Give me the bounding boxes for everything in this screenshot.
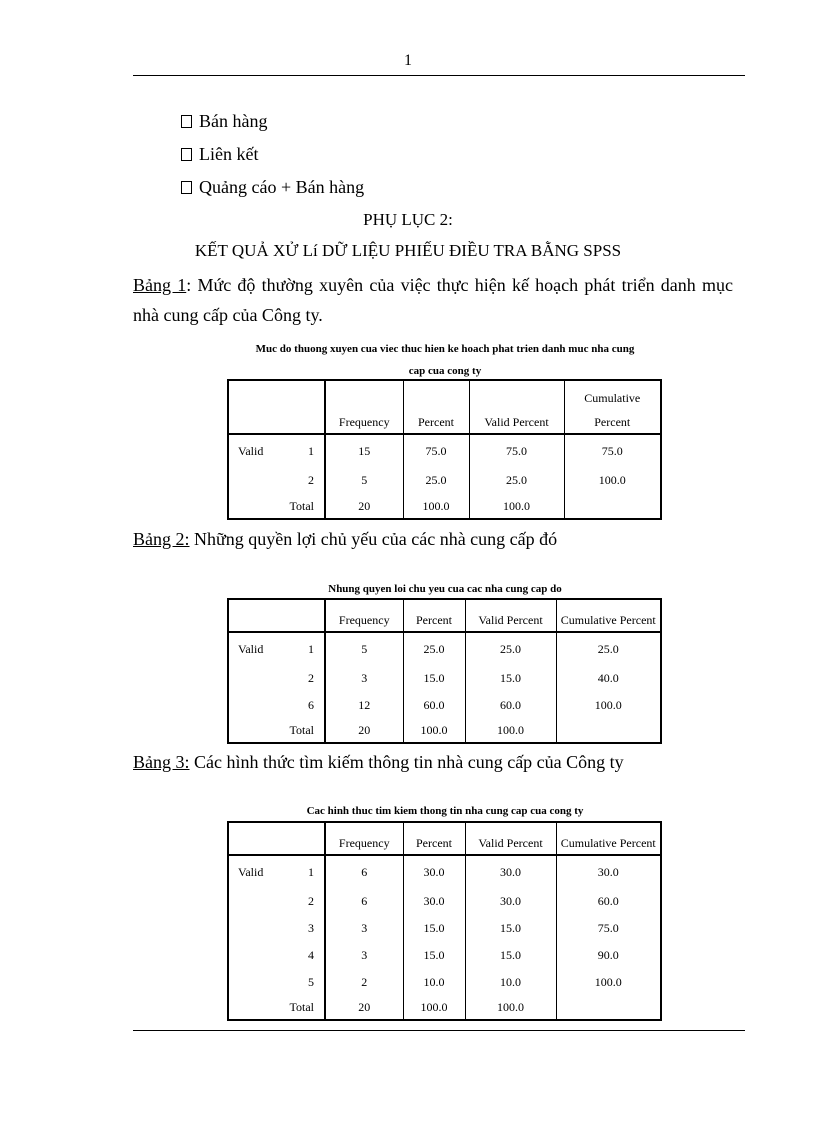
row-group-label: Valid [238,443,264,458]
table-header-row [228,822,661,855]
table-caption-2 [133,529,557,550]
table-row: 5 2 10.0 10.0 100.0 [228,969,661,996]
row-group-label: Valid [238,641,264,656]
bullet-item [181,176,364,198]
appendix-subtitle: KẾT QUẢ XỬ Lí DỮ LIỆU PHIẾU ĐIỀU TRA BẰNG SPSS [194,241,622,260]
col-header-cumulative-percent: Cumulative Percent [556,822,661,855]
bullet-text: Liên kết [199,144,259,164]
table-label: Bảng 1 [133,275,187,295]
table-header-row [228,599,661,632]
table-title-1-line1: Muc do thuong xuyen cua viec thuc hien ke hoach phat trien danh muc nha cung [255,343,635,355]
bullet-item [181,110,267,132]
col-header-frequency: Frequency [325,822,403,855]
col-header-percent: Percent [403,380,469,434]
header-rule [133,75,745,76]
col-header-percent: Percent [403,599,465,632]
bullet-item [181,143,258,165]
table-row: 2 6 30.0 30.0 60.0 [228,888,661,915]
col-header-cumulative-percent: Cumulative Percent [556,599,661,632]
table-row: 4 3 15.0 15.0 90.0 [228,942,661,969]
frequency-table-2 [227,598,662,744]
footer-rule [133,1030,745,1031]
table-row: Valid 1 15 75.0 75.0 75.0 [228,434,661,467]
table-row: 6 12 60.0 60.0 100.0 [228,692,661,719]
checkbox-icon [181,148,192,161]
appendix-title: PHỤ LỤC 2: [363,210,453,229]
table-row: 2 5 25.0 25.0 100.0 [228,467,661,494]
table-row-total: Total 20 100.0 100.0 [228,996,661,1020]
frequency-table-3 [227,821,662,1021]
table-label: Bảng 3: [133,752,190,772]
page-number: 1 [404,52,412,69]
col-header-valid-percent: Valid Percent [465,599,556,632]
checkbox-icon [181,181,192,194]
col-header-percent: Percent [403,822,465,855]
table-header-row [228,380,661,434]
caption-text: Các hình thức tìm kiếm thông tin nhà cung cấp của Công ty [189,752,624,772]
bullet-text: Quảng cáo + Bán hàng [199,177,365,197]
table-row-total: Total 20 100.0 100.0 [228,494,661,519]
table-title-3: Cac hinh thuc tim kiem thong tin nha cung cap cua cong ty [306,805,584,817]
table-title-2: Nhung quyen loi chu yeu cua cac nha cung cap do [328,583,562,595]
table-label: Bảng 2: [133,529,190,549]
table-row: Valid 1 5 25.0 25.0 25.0 [228,632,661,665]
checkbox-icon [181,115,192,128]
col-header-frequency: Frequency [325,380,403,434]
col-header-frequency: Frequency [325,599,403,632]
table-caption-3 [133,752,624,773]
row-group-label: Valid [238,864,264,879]
caption-text: Những quyền lợi chủ yếu của các nhà cung cấp đó [189,529,558,549]
table-row: 2 3 15.0 15.0 40.0 [228,665,661,692]
caption-text: : Mức độ thường xuyên của việc thực hiện kế hoạch phát triển danh mục nhà cung cấp của Công ty. [133,275,734,325]
col-header-valid-percent: Valid Percent [469,380,564,434]
bullet-text: Bán hàng [199,111,268,131]
table-row-total: Total 20 100.0 100.0 [228,719,661,743]
table-row: Valid 1 6 30.0 30.0 30.0 [228,855,661,888]
frequency-table-1 [227,379,662,520]
table-row: 3 3 15.0 15.0 75.0 [228,915,661,942]
col-header-valid-percent: Valid Percent [465,822,556,855]
table-title-1-line2: cap cua cong ty [408,365,482,377]
table-caption-1 [133,270,733,330]
col-header-cumulative-percent: Cumulative Percent [564,380,661,434]
